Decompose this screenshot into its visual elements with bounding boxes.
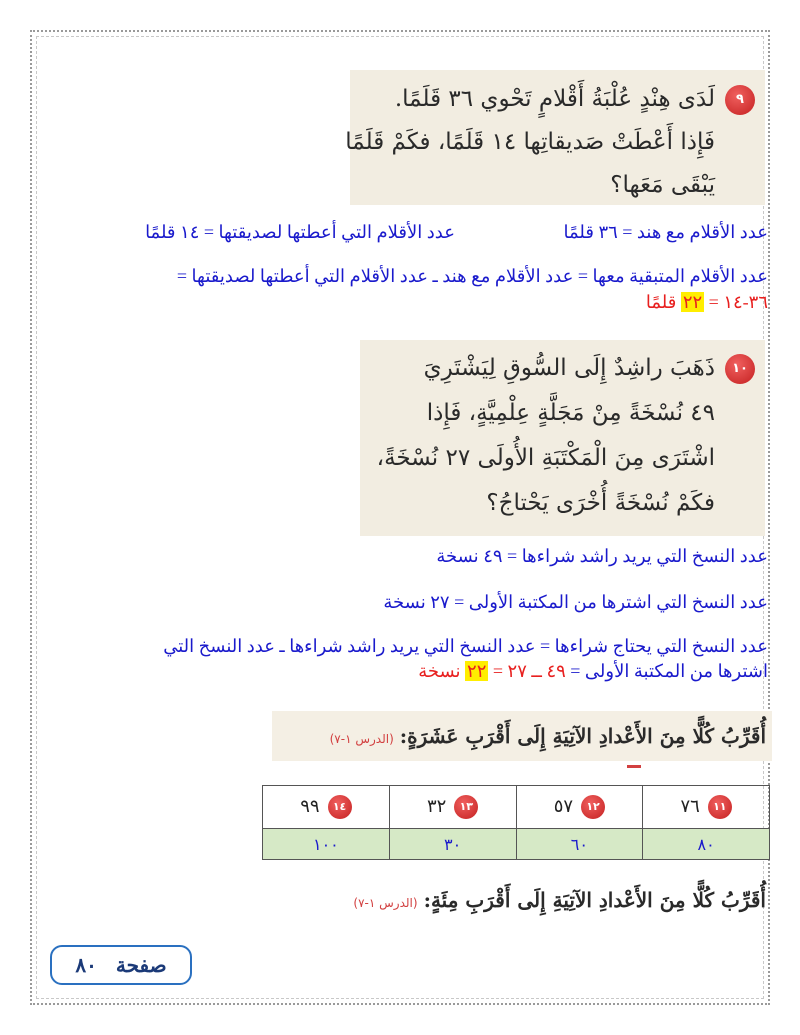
table-cell: ١٣٣٢: [389, 786, 516, 829]
question-10-line-4: فكَمْ نُسْخَةً أُخْرَى يَحْتاجُ؟: [486, 490, 715, 516]
question-9-box: [345, 70, 765, 205]
answer-9-result: ٣٦-١٤ = ٢٢ قلمًا: [645, 292, 768, 312]
decorative-mark: [627, 765, 641, 768]
highlighted-answer: ٢٢: [682, 292, 703, 312]
page-label: صفحة: [115, 953, 167, 977]
answer-9-count-given: عدد الأقلام التي أعطتها لصديقتها = ١٤ قلمًا: [145, 222, 455, 242]
rounding-table: [262, 785, 770, 860]
question-number-badge: ١٠: [725, 354, 755, 384]
page-number-box: [50, 945, 192, 985]
answer-9-formula: عدد الأقلام المتبقية معها = عدد الأقلام مع هند ـ عدد الأقلام التي أعطتها لصديقتها =: [176, 266, 768, 286]
table-row-answers: [263, 829, 770, 860]
answer-10-wanted: عدد النسخ التي يريد راشد شراءها = ٤٩ نسخة: [436, 546, 768, 566]
answer-10-formula-line-1: عدد النسخ التي يحتاج شراءها = عدد النسخ التي يريد راشد شراءها ـ عدد النسخ التي: [163, 636, 768, 656]
question-9-line-1: ٩لَدَى هِنْدٍ عُلْبَةُ أَقْلامٍ تَحْوي ٣٦ قَلَمًا.: [350, 78, 755, 121]
table-cell: ١٠٠: [263, 829, 390, 860]
highlighted-answer: ٢٢: [467, 661, 487, 681]
page-number: ٨٠: [75, 953, 97, 977]
section-heading-nearest-hundred: أُقَرِّبُ كُلًّا مِنَ الأَعْدادِ الآتِيَةِ إِلَى أَقْرَبِ مِئَةٍ:(الدرس ١-٧): [353, 888, 766, 912]
answer-9-count-with-hind: عدد الأقلام مع هند = ٣٦ قلمًا: [563, 222, 768, 242]
question-10-box: [360, 340, 765, 536]
lesson-reference: (الدرس ١-٧): [329, 732, 394, 746]
question-9-line-2: فَإِذا أَعْطَتْ صَديقاتِها ١٤ قَلَمًا، فكَمْ قَلَمًا: [345, 129, 715, 155]
question-number-badge: ٩: [725, 85, 755, 115]
answer-10-bought: عدد النسخ التي اشترها من المكتبة الأولى = ٢٧ نسخة: [383, 592, 768, 612]
table-cell: ١٤٩٩: [263, 786, 390, 829]
question-10-line-1: ١٠ذَهَبَ راشِدٌ إِلَى السُّوقِ لِيَشْتَرِيَ: [360, 346, 755, 391]
question-10-line-3: اشْتَرَى مِنَ الْمَكْتَبَةِ الأُولَى ٢٧ نُسْخَةً،: [376, 445, 715, 471]
table-cell: ٨٠: [643, 829, 770, 860]
section-heading-nearest-ten: أُقَرِّبُ كُلًّا مِنَ الأَعْدادِ الآتِيَةِ إِلَى أَقْرَبِ عَشَرَةٍ:(الدرس ١-٧): [272, 711, 772, 761]
question-10-line-2: ٤٩ نُسْخَةً مِنْ مَجَلَّةٍ عِلْمِيَّةٍ، فَإِذا: [426, 400, 715, 426]
table-cell: ١٢٥٧: [516, 786, 643, 829]
table-cell: ٣٠: [389, 829, 516, 860]
answer-10-formula-line-2: اشترها من المكتبة الأولى = ٤٩ ــ ٢٧ = ٢٢ نسخة: [418, 661, 768, 681]
question-9-line-3: يَبْقَى مَعَها؟: [610, 172, 715, 198]
table-cell: ١١٧٦: [643, 786, 770, 829]
lesson-reference: (الدرس ١-٧): [353, 896, 418, 910]
table-cell: ٦٠: [516, 829, 643, 860]
table-row-questions: [263, 786, 770, 829]
